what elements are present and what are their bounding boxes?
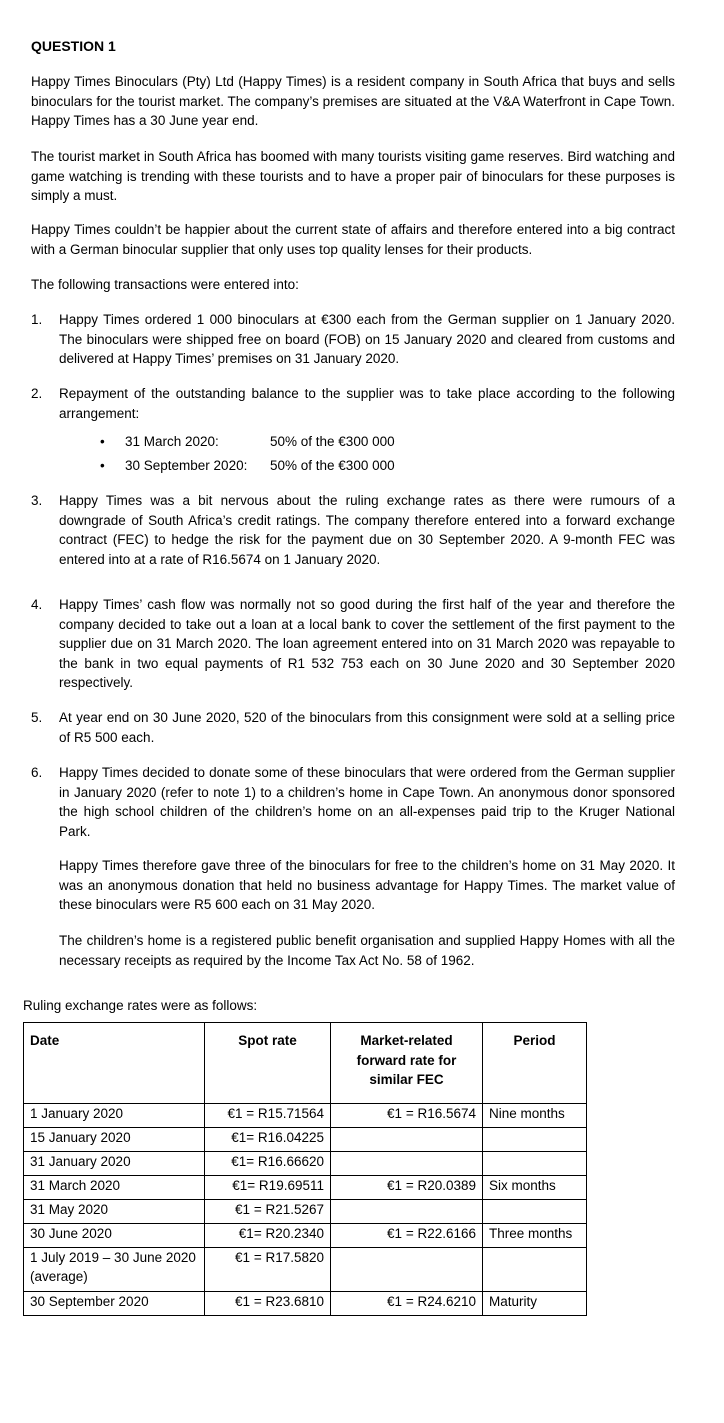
contract-paragraph: Happy Times couldn’t be happier about the current state of affairs and therefore entered into a big contract with a German binocular supplier that only uses top quality lenses for their products. <box>31 222 675 257</box>
cell-forward <box>331 1200 483 1224</box>
list-item <box>31 708 675 747</box>
cell-spot: €1= R20.2340 <box>205 1224 331 1248</box>
cell-period: Six months <box>483 1176 587 1200</box>
cell-forward: €1 = R22.6166 <box>331 1224 483 1248</box>
cell-date: 30 June 2020 <box>24 1224 205 1248</box>
table-row <box>24 1224 587 1248</box>
transactions-intro: The following transactions were entered into: <box>31 277 299 292</box>
repayment-amount: 50% of the €300 000 <box>270 458 395 473</box>
cell-date: 31 May 2020 <box>24 1200 205 1224</box>
cell-period: Three months <box>483 1224 587 1248</box>
cell-date: 31 March 2020 <box>24 1176 205 1200</box>
table-row <box>24 1128 587 1152</box>
list-item <box>31 310 675 369</box>
cell-date: 1 January 2020 <box>24 1104 205 1128</box>
repayment-amount: 50% of the €300 000 <box>270 434 395 449</box>
cell-spot: €1 = R15.71564 <box>205 1104 331 1128</box>
item-number: 2. <box>31 386 43 401</box>
table-row <box>24 1248 587 1292</box>
cell-date: 31 January 2020 <box>24 1152 205 1176</box>
item-number: 6. <box>31 765 43 780</box>
question-heading: QUESTION 1 <box>31 38 116 54</box>
receipts-paragraph: The children’s home is a registered public benefit organisation and supplied Happy Homes with all the necessary receipts as required by the Income Tax Act No. 58 of 1962. <box>59 933 675 968</box>
cell-spot: €1= R19.69511 <box>205 1176 331 1200</box>
repayment-date: 30 September 2020: <box>125 458 248 473</box>
table-header-row <box>24 1023 587 1104</box>
list-item <box>31 595 675 693</box>
item-number: 1. <box>31 312 43 327</box>
item-text: Happy Times decided to donate some of these binoculars that were ordered from the German supplier in January 2020 (refer to note 1) to a children’s home in Cape Town. An anonymous donor sponsored the high school children of the children’s home on an all-expenses paid trip to the Kruger National Park. <box>59 765 675 839</box>
cell-period <box>483 1128 587 1152</box>
cell-spot: €1= R16.04225 <box>205 1128 331 1152</box>
donation-paragraph: Happy Times therefore gave three of the binoculars for free to the children’s home on 31 May 2020. It was an anonymous donation that held no business advantage for Happy Times. The market value of these binoculars were R5 600 each on 31 May 2020. <box>59 858 675 912</box>
cell-forward: €1 = R16.5674 <box>331 1104 483 1128</box>
cell-spot: €1 = R23.6810 <box>205 1292 331 1316</box>
cell-forward: €1 = R24.6210 <box>331 1292 483 1316</box>
item-text: Repayment of the outstanding balance to the supplier was to take place according to the following arrangement: <box>59 386 675 421</box>
header-period: Period <box>483 1023 587 1104</box>
list-item <box>31 491 675 569</box>
exchange-rates-table <box>23 1022 587 1316</box>
item-number: 5. <box>31 710 43 725</box>
cell-spot: €1 = R17.5820 <box>205 1248 331 1292</box>
item-text: At year end on 30 June 2020, 520 of the binoculars from this consignment were sold at a selling price of R5 500 each. <box>59 710 675 745</box>
list-item <box>31 384 675 423</box>
cell-period <box>483 1200 587 1224</box>
cell-forward <box>331 1128 483 1152</box>
item-text: Happy Times ordered 1 000 binoculars at €300 each from the German supplier on 1 January 2020. The binoculars were shipped free on board (FOB) on 15 January 2020 and cleared from customs and delivered at Happy Times’ premises on 31 January 2020. <box>59 312 675 366</box>
cell-period <box>483 1248 587 1292</box>
list-item <box>31 763 675 841</box>
table-row <box>24 1292 587 1316</box>
cell-period <box>483 1152 587 1176</box>
header-forward-rate: Market-related forward rate for similar FEC <box>331 1023 483 1104</box>
intro-paragraph: Happy Times Binoculars (Pty) Ltd (Happy Times) is a resident company in South Africa that buys and sells binoculars for the tourist market. The company’s premises are situated at the V&A Waterfront in Cape Town. Happy Times has a 30 June year end. <box>31 74 675 128</box>
table-row <box>24 1152 587 1176</box>
market-paragraph: The tourist market in South Africa has boomed with many tourists visiting game reserves. Bird watching and game watching is trending with these tourists and to have a proper pair of binoculars for these purposes is simply a must. <box>31 149 675 203</box>
cell-forward <box>331 1248 483 1292</box>
table-row <box>24 1176 587 1200</box>
item-text: Happy Times’ cash flow was normally not so good during the first half of the year and therefore the company decided to take out a loan at a local bank to cover the settlement of the first payment to the supplier due on 31 March 2020. The loan agreement entered into on 31 March 2020 was repayable to the bank in two equal payments of R1 532 753 each on 30 June 2020 and 30 September 2020 respectively. <box>59 597 675 690</box>
cell-forward: €1 = R20.0389 <box>331 1176 483 1200</box>
bullet-icon: • <box>100 458 105 473</box>
cell-date: 1 July 2019 – 30 June 2020 (average) <box>24 1248 205 1292</box>
cell-spot: €1= R16.66620 <box>205 1152 331 1176</box>
header-spot-rate: Spot rate <box>205 1023 331 1104</box>
cell-period: Nine months <box>483 1104 587 1128</box>
table-row <box>24 1104 587 1128</box>
bullet-icon: • <box>100 434 105 449</box>
cell-date: 15 January 2020 <box>24 1128 205 1152</box>
item-text: Happy Times was a bit nervous about the ruling exchange rates as there were rumours of a downgrade of South Africa’s credit ratings. The company therefore entered into a forward exchange contract (FEC) to hedge the risk for the payment due on 30 September 2020. A 9-month FEC was entered into at a rate of R16.5674 on 1 January 2020. <box>59 493 675 567</box>
item-number: 3. <box>31 493 43 508</box>
table-caption: Ruling exchange rates were as follows: <box>23 998 258 1013</box>
header-date: Date <box>24 1023 205 1104</box>
item-number: 4. <box>31 597 43 612</box>
cell-date: 30 September 2020 <box>24 1292 205 1316</box>
cell-forward <box>331 1152 483 1176</box>
table-row <box>24 1200 587 1224</box>
repayment-date: 31 March 2020: <box>125 434 219 449</box>
cell-spot: €1 = R21.5267 <box>205 1200 331 1224</box>
cell-period: Maturity <box>483 1292 587 1316</box>
